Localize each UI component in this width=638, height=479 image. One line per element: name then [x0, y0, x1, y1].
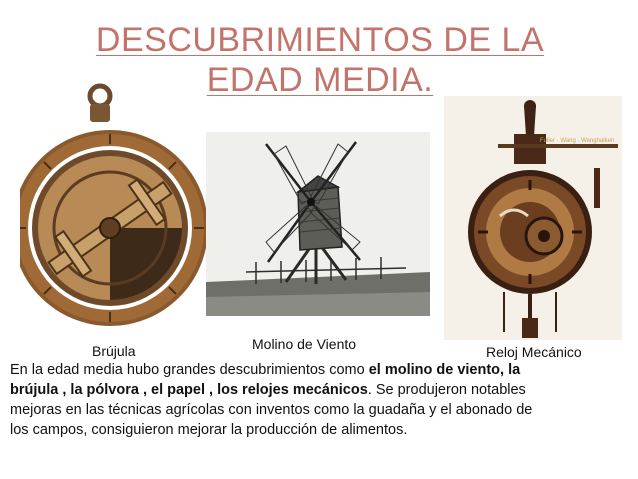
caption-reloj: Reloj Mecánico [486, 344, 582, 360]
astrolabe-image [20, 78, 220, 340]
paragraph-text-2: . Se produjeron notables mejoras en las técnicas agrícolas con inventos como la guadaña y el abonado de los campos, consiguieron mejorar la producción de alimentos. [10, 382, 533, 438]
mechanical-clock-image [444, 96, 622, 340]
windmill-image [206, 132, 430, 316]
paragraph-bold-inventions: el molino de viento, la brújula , la pólvora , el papel , los relojes mecánicos [10, 362, 521, 398]
body-paragraph [10, 360, 535, 440]
clock-watermark: Fuller · Wang · Wanghalken [540, 138, 615, 144]
paragraph-text-1: En la edad media hubo grandes descubrimientos como [10, 362, 369, 378]
caption-brujula: Brújula [92, 343, 136, 359]
slide-title-line-1: DESCUBRIMIENTOS DE LA [95, 21, 545, 59]
caption-molino: Molino de Viento [252, 336, 357, 352]
slide-title-line-2: EDAD MEDIA. [206, 61, 434, 99]
